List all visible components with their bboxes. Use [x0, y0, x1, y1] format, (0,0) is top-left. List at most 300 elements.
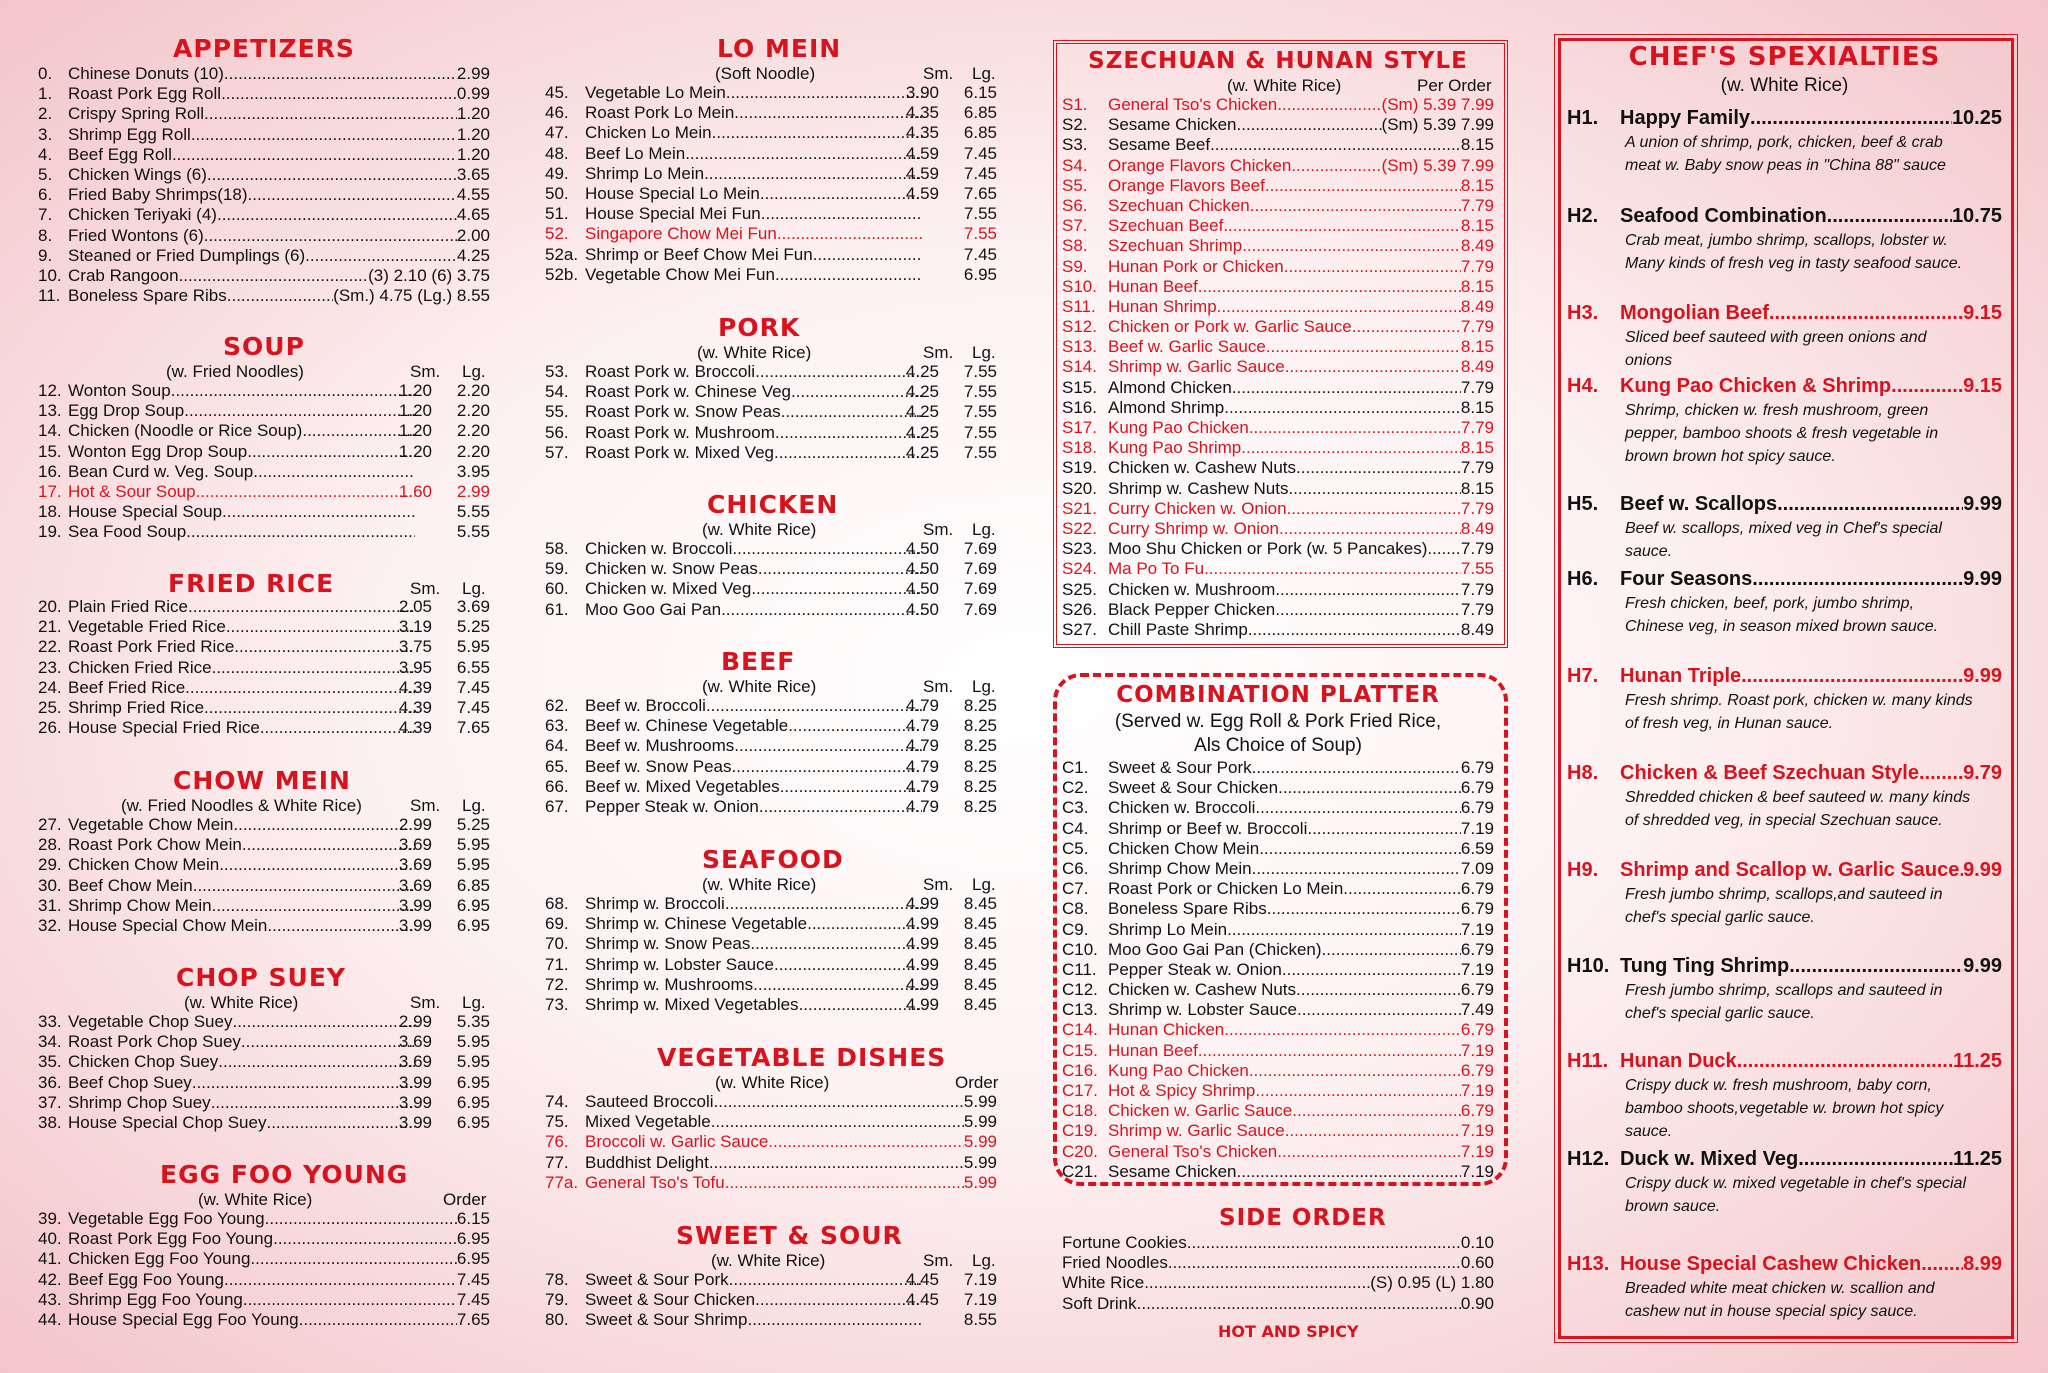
section-title: SWEET & SOUR: [676, 1221, 903, 1250]
item-price-large: 7.69: [963, 539, 997, 558]
item-price: 7.79: [1460, 458, 1494, 478]
item-price-small: 4.39: [398, 697, 432, 717]
item-number: 21.: [38, 617, 62, 637]
item-name: Vegetable Egg Foo Young: [68, 1209, 265, 1228]
menu-item: [38, 718, 490, 738]
menu-item: [1062, 458, 1494, 478]
section-subtitle: (Served w. Egg Roll & Pork Fried Rice,: [1114, 711, 1442, 732]
item-name: Roast Pork or Chicken Lo Mein: [1108, 879, 1344, 899]
chef-special-item: [1567, 1251, 2002, 1323]
item-name: Shrimp w. Chinese Vegetable: [585, 914, 808, 934]
item-name: Shrimp and Scallop w. Garlic Sauce: [1620, 859, 1960, 881]
section-title: CHOW MEIN: [173, 766, 351, 795]
section-subtitle: (w. White Rice): [697, 343, 812, 362]
item-code: H2.: [1567, 205, 1599, 227]
item-price-small: 4.45: [905, 1270, 939, 1289]
item-name: Roast Pork Chow Mein: [68, 835, 242, 855]
menu-item: [38, 1229, 490, 1249]
item-name: Shrimp w. Garlic Sauce: [1108, 357, 1285, 377]
item-price: 9.15: [1963, 302, 2002, 324]
item-price: 7.09: [1460, 858, 1494, 878]
item-number: C18.: [1062, 1101, 1098, 1121]
item-price: 7.19: [1460, 1141, 1494, 1161]
section-szechuan-hunan: [1062, 46, 1494, 640]
item-number: 79.: [545, 1290, 569, 1310]
item-number: 73.: [545, 994, 569, 1014]
item-price: 7.79: [1460, 498, 1494, 518]
menu-item: [545, 144, 997, 164]
menu-item: [545, 443, 997, 463]
item-number: 28.: [38, 835, 62, 855]
item-price-large: 7.45: [963, 163, 997, 183]
item-number: 70.: [545, 934, 569, 954]
item-name: Wonton Egg Drop Soup: [68, 441, 248, 461]
item-price: 8.15: [1460, 397, 1494, 417]
section-title: CHICKEN: [707, 490, 839, 519]
menu-item: [38, 658, 490, 678]
chef-special-item: [1567, 105, 2002, 177]
item-name: Shrimp Lo Mein: [1108, 919, 1228, 939]
menu-item: [545, 579, 997, 599]
menu-item: [1062, 580, 1494, 600]
item-price: 7.19: [1460, 1121, 1494, 1141]
item-name: Fortune Cookies: [1062, 1233, 1187, 1252]
item-description: Crispy duck w. mixed vegetable in chef's special brown sauce.: [1625, 1175, 1966, 1215]
menu-item: [38, 145, 490, 165]
menu-item: [1062, 95, 1494, 115]
menu-item: [38, 698, 490, 718]
item-name: Chicken w. Broccoli: [585, 539, 733, 558]
menu-item: [545, 716, 997, 736]
item-number: S20.: [1062, 478, 1097, 498]
item-name: Chinese Donuts (10): [68, 64, 224, 83]
item-name: Shrimp Chow Mein: [68, 895, 212, 915]
item-description: Shredded chicken & beef sauteed w. many kinds of shredded veg, in special Szechuan sauce.: [1625, 789, 1971, 829]
menu-item: [545, 736, 997, 756]
item-price-small: 4.50: [905, 539, 939, 558]
item-price: 7.19: [1460, 959, 1494, 979]
menu-item: [1062, 499, 1494, 519]
section-chow-mein: [38, 766, 490, 936]
menu-item: [1062, 317, 1494, 337]
item-price-small: 4.39: [398, 718, 432, 738]
menu-item: [545, 164, 997, 184]
section-title: FRIED RICE: [168, 569, 335, 598]
item-name: Chicken w. Mushroom: [1108, 579, 1276, 599]
item-name: Hunan Duck: [1620, 1050, 1737, 1072]
menu-item: [545, 103, 997, 123]
item-code: H6.: [1567, 568, 1599, 590]
item-number: 76.: [545, 1132, 569, 1152]
item-name: Happy Family: [1620, 107, 1751, 129]
item-price: 7.79: [1460, 579, 1494, 599]
item-number: 30.: [38, 875, 62, 895]
item-code: H5.: [1567, 493, 1599, 515]
item-number: C13.: [1062, 1000, 1098, 1020]
menu-item: [38, 617, 490, 637]
menu-item: [38, 1310, 490, 1330]
item-name: Wonton Soup: [68, 381, 171, 400]
section-soup: [38, 332, 490, 543]
item-number: C21.: [1062, 1161, 1098, 1181]
item-name: Pepper Steak w. Onion: [585, 796, 759, 816]
item-name: Sesame Chicken: [1108, 1161, 1237, 1181]
item-number: C4.: [1062, 818, 1089, 838]
item-price-large: 8.45: [963, 914, 997, 934]
item-number: 0.: [38, 64, 53, 83]
section-subtitle: (w. Fried Noodles & White Rice): [121, 796, 362, 815]
item-name: Shrimp Egg Foo Young: [68, 1289, 243, 1309]
item-price: 5.99: [963, 1152, 997, 1172]
item-price-small: 4.99: [905, 954, 939, 974]
chef-special-item: [1567, 953, 2002, 1025]
item-price-large: 8.25: [963, 756, 997, 776]
item-number: C14.: [1062, 1020, 1098, 1040]
item-price: 5.99: [963, 1172, 997, 1192]
item-name: House Special Egg Foo Young: [68, 1309, 299, 1329]
sm-header: Sm.: [923, 1251, 954, 1270]
item-number: 52a.: [545, 244, 579, 264]
item-number: 14.: [38, 421, 62, 441]
section-appetizers: [38, 34, 490, 306]
menu-item: [1062, 859, 1494, 879]
menu-item: [38, 84, 490, 104]
item-number: 12.: [38, 381, 62, 400]
menu-item: [1062, 378, 1494, 398]
item-price-small: 3.99: [398, 895, 432, 915]
item-code: H10.: [1567, 955, 1610, 977]
item-price-large: 8.25: [963, 796, 997, 816]
item-number: S1.: [1062, 95, 1088, 114]
item-name: Almond Chicken: [1108, 377, 1232, 397]
item-description: Sliced beef sauteed with green onions and onions: [1625, 329, 1927, 369]
menu-item: [545, 362, 997, 382]
item-number: 35.: [38, 1052, 62, 1072]
item-price-large: 8.45: [963, 974, 997, 994]
item-name: Boneless Spare Ribs: [68, 286, 227, 306]
item-name: Sesame Beef: [1108, 135, 1211, 155]
menu-item: [38, 286, 490, 306]
section-title: CHOP SUEY: [176, 963, 347, 992]
item-description: Crab meat, jumbo shrimp, scallops, lobster w. Many kinds of fresh veg in tasty seafood sauce.: [1625, 232, 1963, 272]
item-price-large: 6.95: [456, 1092, 490, 1112]
item-price-small: 4.79: [905, 716, 939, 736]
item-name: Singapore Chow Mei Fun: [585, 224, 777, 244]
section-title: SZECHUAN & HUNAN STYLE: [1088, 48, 1468, 74]
item-name: Chicken w. Snow Peas: [585, 559, 758, 579]
item-name: Chicken Teriyaki (4): [68, 205, 217, 225]
item-price-large: 5.25: [456, 815, 490, 834]
item-number: S14.: [1062, 357, 1097, 377]
item-price-large: 6.85: [963, 123, 997, 143]
item-number: S13.: [1062, 337, 1097, 357]
item-price-small: 4.25: [905, 362, 939, 381]
item-name: House Special Cashew Chicken: [1620, 1253, 1922, 1275]
item-name: Beef Chow Mein: [68, 875, 193, 895]
menu-item: [38, 1209, 490, 1229]
sm-header: Sm.: [923, 343, 954, 362]
item-number: 78.: [545, 1270, 569, 1289]
item-name: Sweet & Sour Chicken: [1108, 778, 1279, 798]
item-number: C15.: [1062, 1040, 1098, 1060]
item-name: Szechuan Chicken: [1108, 195, 1250, 215]
item-description: Beef w. scallops, mixed veg in Chef's special sauce.: [1625, 520, 1942, 560]
item-number: 52.: [545, 224, 569, 244]
item-price-small: 4.39: [398, 677, 432, 697]
item-price: 7.79: [1460, 195, 1494, 215]
item-number: S2.: [1062, 115, 1088, 135]
menu-item: [1062, 1020, 1494, 1040]
menu-item: [1062, 1101, 1494, 1121]
item-number: C2.: [1062, 778, 1089, 798]
item-price-large: 7.45: [456, 677, 490, 697]
item-price: 6.79: [1460, 879, 1494, 899]
item-number: 25.: [38, 697, 62, 717]
item-name: Roast Pork Lo Mein: [585, 103, 735, 123]
menu-item: [545, 83, 997, 103]
lg-header: Lg.: [972, 343, 996, 362]
item-name: Buddhist Delight: [585, 1152, 709, 1172]
item-number: 10.: [38, 265, 62, 285]
item-price: 2.00: [456, 225, 490, 245]
item-price: 7.45: [456, 1289, 490, 1309]
item-name: Broccoli w. Garlic Sauce: [585, 1132, 769, 1152]
menu-item: [38, 1032, 490, 1052]
item-price-small: 3.69: [398, 855, 432, 875]
item-name: Plain Fried Rice: [68, 597, 188, 616]
item-code: H13.: [1567, 1253, 1610, 1275]
item-name: Roast Pork Chop Suey: [68, 1032, 241, 1052]
menu-item: [545, 1112, 997, 1132]
menu-item: [38, 104, 490, 124]
section-subtitle: (w. White Rice): [702, 875, 817, 894]
item-name: Chill Paste Shrimp: [1108, 619, 1248, 639]
section-chicken: [545, 490, 997, 620]
lg-header: Lg.: [462, 579, 486, 598]
menu-item: [1062, 277, 1494, 297]
menu-item: [545, 955, 997, 975]
item-number: S18.: [1062, 438, 1097, 458]
item-price-small: 4.25: [905, 422, 939, 442]
menu-item: [545, 224, 997, 244]
item-name: Chicken Lo Mein: [585, 123, 712, 143]
menu-item: [1062, 758, 1494, 778]
item-code: H7.: [1567, 665, 1599, 687]
item-price-large: 7.19: [963, 1270, 997, 1289]
item-name: Beef w. Snow Peas: [585, 756, 732, 776]
item-name: Tung Ting Shrimp: [1620, 955, 1790, 977]
item-name: Vegetable Fried Rice: [68, 617, 226, 637]
menu-item: [1062, 398, 1494, 418]
item-name: Chicken w. Cashew Nuts: [1108, 980, 1297, 1000]
section-subtitle: (w. White Rice): [1227, 76, 1342, 95]
item-price: 0.10: [1460, 1233, 1494, 1252]
item-name: Hunan Beef: [1108, 276, 1198, 296]
menu-item: [38, 64, 490, 84]
menu-item: [1062, 920, 1494, 940]
item-price: 7.19: [1460, 1161, 1494, 1181]
chef-special-item: [1567, 857, 2002, 929]
item-price-large: 8.45: [963, 934, 997, 954]
menu-item: [545, 1310, 997, 1330]
menu-item: [38, 266, 490, 286]
item-name: Duck w. Mixed Veg: [1620, 1148, 1799, 1170]
section-combination-platter: [1062, 680, 1494, 1182]
section-subtitle: (w. White Rice): [702, 520, 817, 539]
item-price: 8.49: [1460, 236, 1494, 256]
menu-item: [545, 1290, 997, 1310]
menu-item: [38, 421, 490, 441]
item-name: Sea Food Soup: [68, 522, 187, 542]
item-number: 45.: [545, 83, 569, 102]
item-description: Breaded white meat chicken w. scallion and cashew nut in house special spicy sauce.: [1625, 1280, 1935, 1320]
item-price: 7.49: [1460, 1000, 1494, 1020]
section-subtitle-2: Als Choice of Soup): [1194, 735, 1362, 756]
item-price-large: 7.55: [963, 442, 997, 462]
item-price-small: 3.99: [398, 1072, 432, 1092]
item-name: Hunan Triple: [1620, 665, 1742, 687]
item-number: C11.: [1062, 959, 1097, 979]
item-name: House Special Soup: [68, 502, 223, 522]
item-number: 7.: [38, 205, 53, 225]
chef-special-item: [1567, 203, 2002, 275]
menu-item: [38, 185, 490, 205]
menu-item: [1062, 1081, 1494, 1101]
item-name: House Special Chop Suey: [68, 1112, 267, 1132]
section-title: PORK: [718, 313, 801, 342]
section-sweet-sour: [545, 1221, 997, 1331]
item-price-large: 2.20: [456, 401, 490, 421]
menu-item: [1062, 839, 1494, 859]
item-price: (Sm) 5.39 7.99: [1381, 95, 1494, 114]
item-name: Roast Pork w. Mushroom: [585, 422, 775, 442]
item-name: Chicken or Pork w. Garlic Sauce: [1108, 317, 1352, 337]
item-number: 19.: [38, 522, 62, 542]
item-price-large: 6.95: [456, 895, 490, 915]
item-number: 71.: [545, 954, 569, 974]
item-number: 62.: [545, 696, 569, 715]
section-egg-foo-young: [38, 1160, 490, 1330]
item-price: 9.15: [1963, 375, 2002, 397]
item-number: C1.: [1062, 758, 1089, 777]
menu-item: [1062, 176, 1494, 196]
menu-item: [1062, 438, 1494, 458]
item-number: 59.: [545, 559, 569, 579]
item-description: Fresh chicken, beef, pork, jumbo shrimp, Chinese veg, in season mixed brown sauce.: [1625, 595, 1939, 635]
item-number: C7.: [1062, 879, 1089, 899]
chef-special-item: [1567, 566, 2002, 638]
item-price-small: 3.75: [398, 637, 432, 657]
menu-item: [38, 442, 490, 462]
menu-item: [38, 1113, 490, 1133]
item-price-large: 8.45: [963, 954, 997, 974]
item-name: Vegetable Chow Mei Fun: [585, 264, 775, 284]
item-price-small: 4.79: [905, 776, 939, 796]
item-number: 4.: [38, 144, 53, 164]
menu-item: [1062, 236, 1494, 256]
item-number: 2.: [38, 104, 53, 124]
item-name: Curry Chicken w. Onion: [1108, 498, 1287, 518]
item-number: 29.: [38, 855, 62, 875]
item-price: 0.60: [1460, 1253, 1494, 1273]
item-price-small: 4.99: [905, 934, 939, 954]
menu-item: [1062, 960, 1494, 980]
menu-item: [545, 559, 997, 579]
menu-item: [38, 896, 490, 916]
item-number: 55.: [545, 402, 569, 422]
section-title: BEEF: [721, 647, 796, 676]
menu-item: [38, 522, 490, 542]
item-name: Roast Pork w. Broccoli: [585, 362, 756, 381]
sm-header: Sm.: [410, 796, 441, 815]
item-number: 1.: [38, 84, 53, 104]
item-price-large: 6.95: [456, 1072, 490, 1092]
item-price: 8.49: [1460, 619, 1494, 639]
item-price-large: 6.95: [963, 264, 997, 284]
item-price-small: 4.35: [905, 103, 939, 123]
item-price-large: 5.95: [456, 855, 490, 875]
item-number: S27.: [1062, 619, 1097, 639]
item-price-small: 3.69: [398, 875, 432, 895]
menu-item: [1062, 337, 1494, 357]
item-name: Hot & Sour Soup: [68, 481, 196, 501]
item-name: Seafood Combination: [1620, 205, 1827, 227]
item-number: S9.: [1062, 256, 1088, 276]
item-price-large: 3.69: [456, 597, 490, 616]
item-number: 36.: [38, 1072, 62, 1092]
menu-item: [545, 184, 997, 204]
menu-item: [545, 995, 997, 1015]
item-price: 7.19: [1460, 1081, 1494, 1100]
item-price-small: 4.79: [905, 756, 939, 776]
section-subtitle: (w. White Rice): [184, 993, 299, 1012]
item-number: S24.: [1062, 559, 1097, 579]
menu-item: [1062, 297, 1494, 317]
item-name: Almond Shrimp: [1108, 397, 1225, 417]
item-price-small: 3.95: [398, 657, 432, 677]
menu-item: [545, 696, 997, 716]
item-price: 10.75: [1951, 205, 2002, 227]
order-header: Order: [443, 1190, 487, 1209]
item-price: 11.25: [1953, 1050, 2002, 1072]
item-number: 18.: [38, 502, 62, 522]
item-price: 1.20: [456, 144, 490, 164]
item-price-large: 5.95: [456, 637, 490, 657]
item-name: Moo Shu Chicken or Pork (w. 5 Pancakes): [1108, 539, 1428, 559]
item-name: House Special Fried Rice: [68, 718, 260, 738]
item-price: 6.95: [456, 1229, 490, 1249]
item-price-small: 3.99: [398, 1092, 432, 1112]
menu-item: [1062, 418, 1494, 438]
item-number: 31.: [38, 895, 62, 915]
item-name: Vegetable Chop Suey: [68, 1012, 233, 1031]
item-price-large: 7.55: [963, 362, 997, 381]
item-number: S15.: [1062, 377, 1097, 397]
section-fried-rice: [38, 569, 490, 738]
item-name: Fried Noodles: [1062, 1253, 1168, 1273]
item-name: Shrimp w. Lobster Sauce: [1108, 1000, 1297, 1020]
item-price: 8.15: [1460, 438, 1494, 458]
item-price: 6.79: [1460, 1060, 1494, 1080]
item-price: 9.99: [1963, 859, 2002, 881]
section-chop-suey: [38, 963, 490, 1133]
item-price: 7.79: [1460, 418, 1494, 437]
item-name: Soft Drink: [1062, 1293, 1137, 1313]
item-number: S17.: [1062, 418, 1097, 437]
item-price-large: 2.20: [456, 441, 490, 461]
item-number: C5.: [1062, 838, 1089, 858]
lg-header: Lg.: [972, 520, 996, 539]
